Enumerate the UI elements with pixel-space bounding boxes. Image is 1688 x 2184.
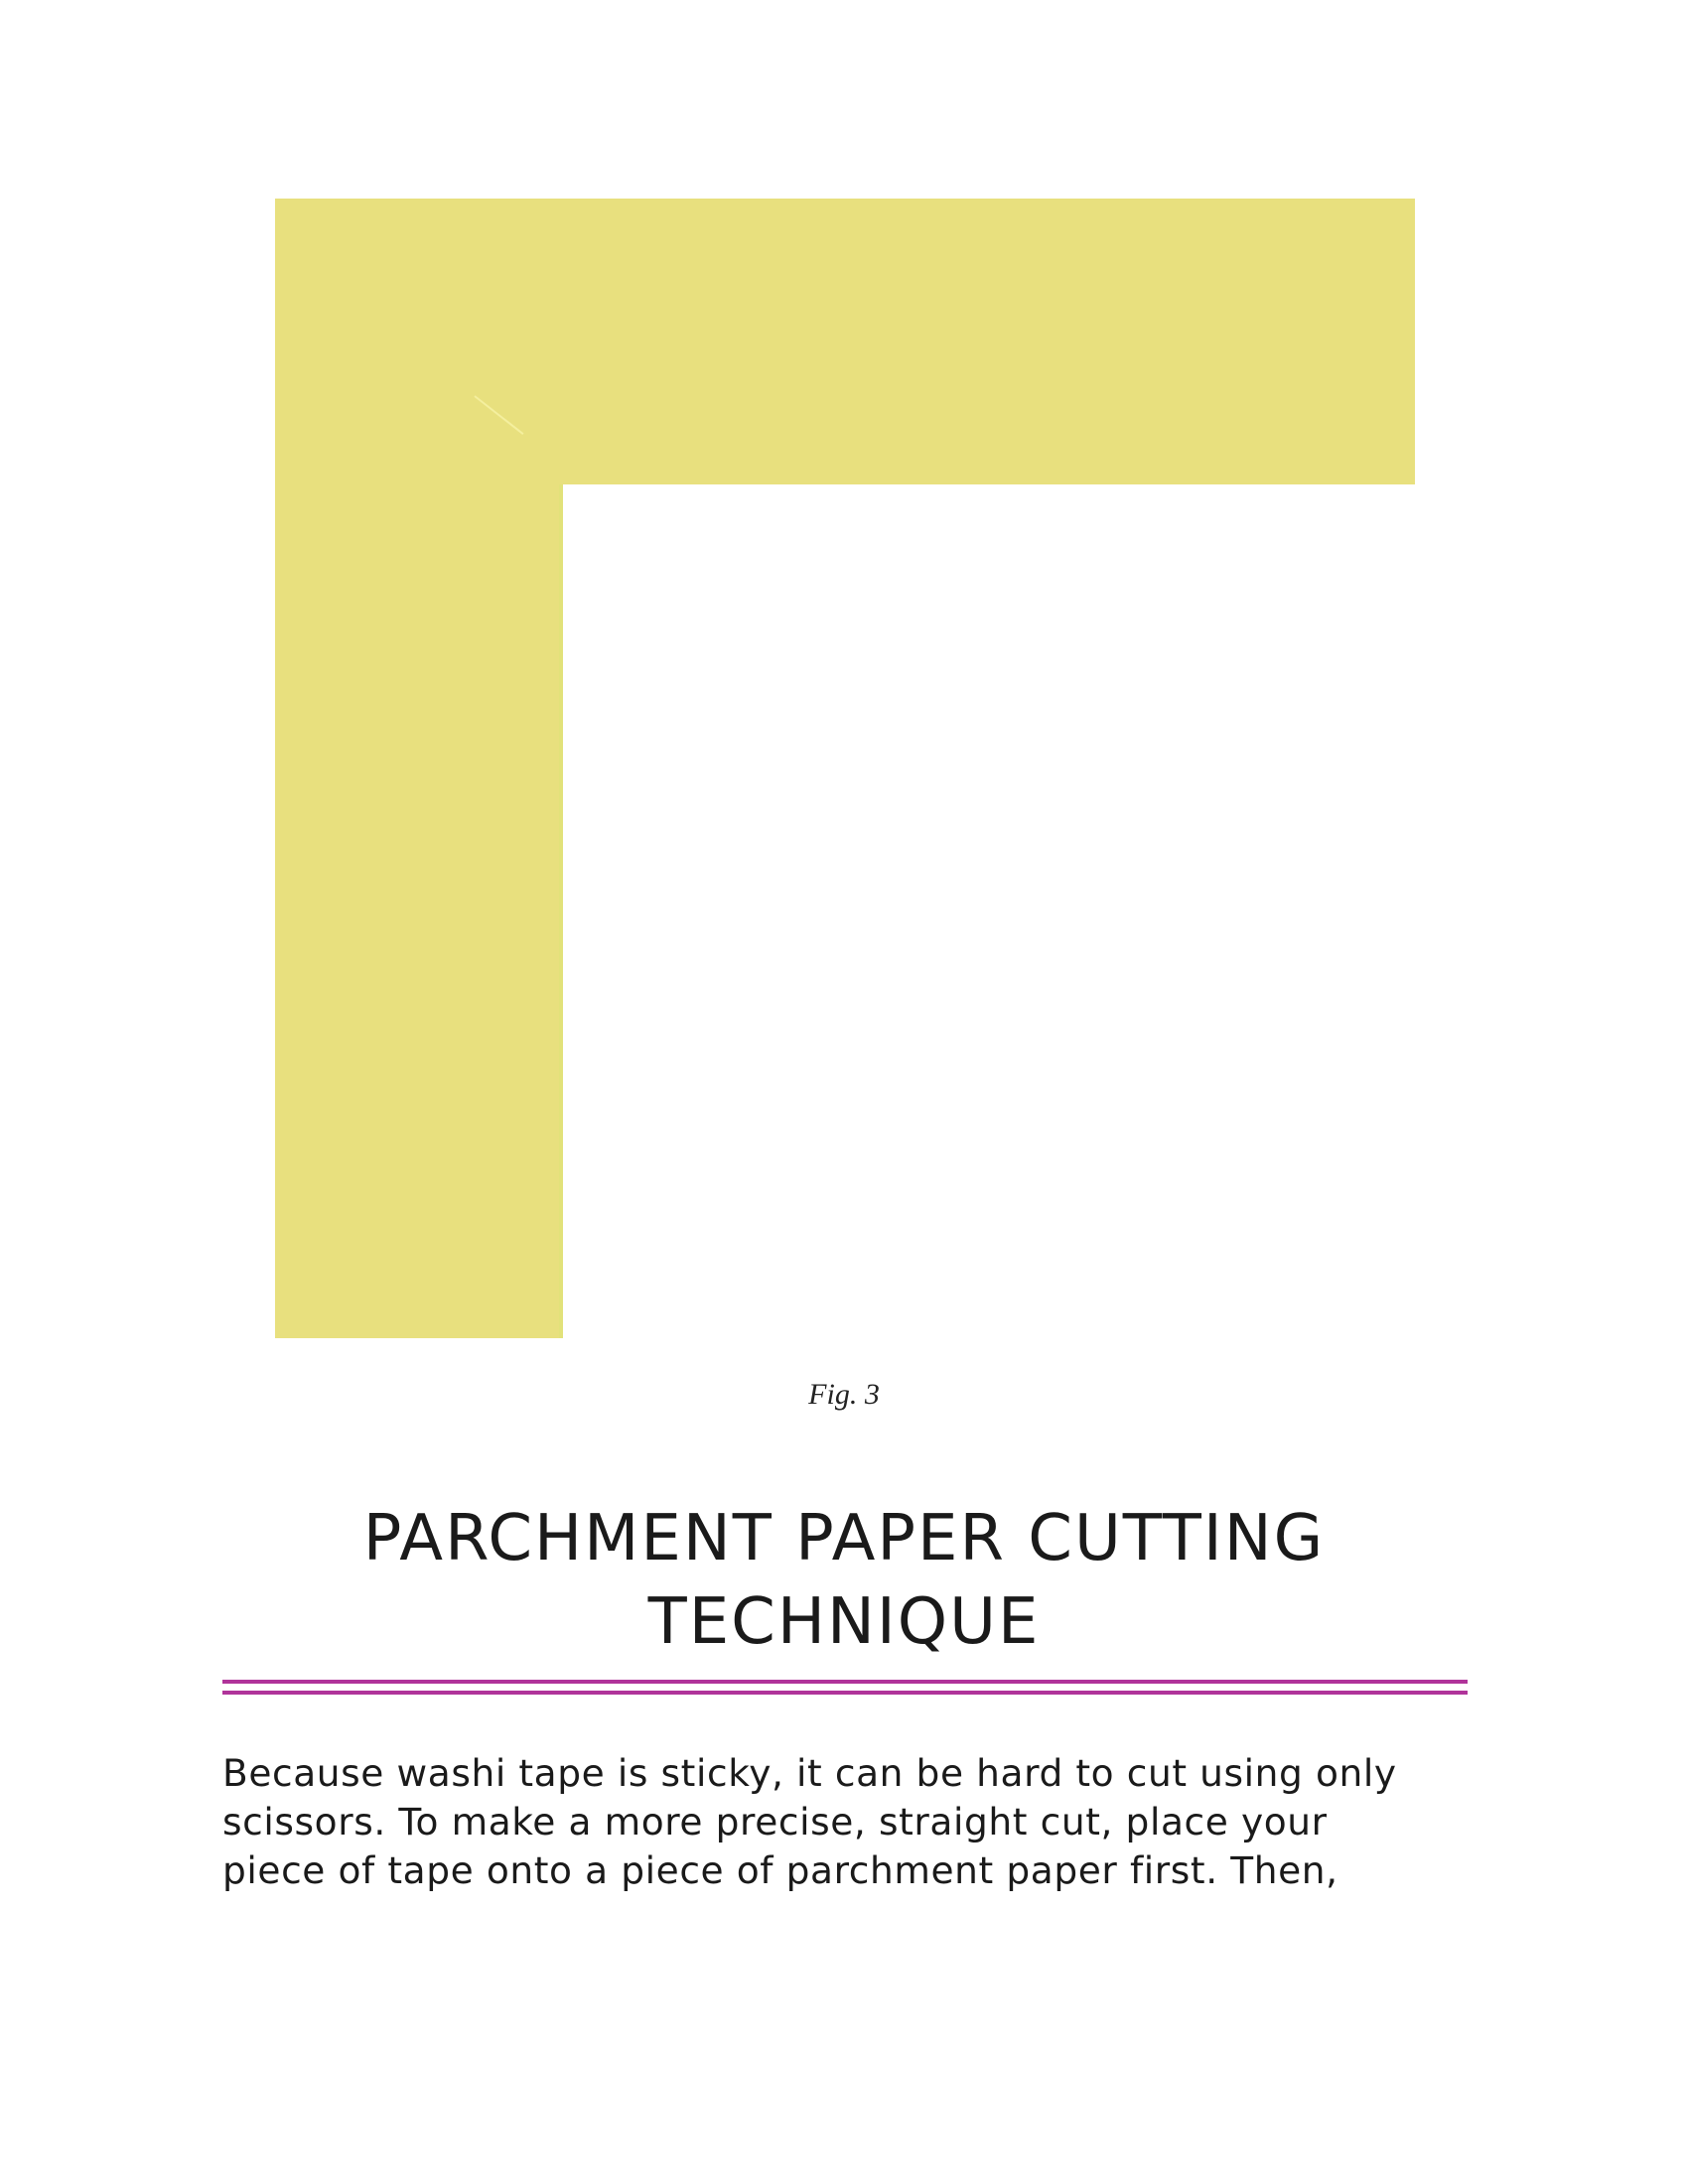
tape-strip-vertical <box>275 484 563 1338</box>
section-heading-line-2: TECHNIQUE <box>647 1585 1041 1659</box>
heading-rule-top <box>222 1680 1468 1684</box>
figure-caption: Fig. 3 <box>808 1378 880 1411</box>
tape-strip-edge <box>559 484 563 1338</box>
heading-rule-bottom <box>222 1691 1468 1695</box>
body-line-1: Because washi tape is sticky, it can be hard to cut using only <box>222 1751 1397 1795</box>
body-paragraph <box>222 1749 1493 1895</box>
body-line-3: piece of tape onto a piece of parchment paper first. Then, <box>222 1848 1338 1892</box>
section-heading <box>199 1497 1489 1664</box>
body-line-2: scissors. To make a more precise, straight cut, place your <box>222 1800 1328 1843</box>
tape-strip-horizontal <box>275 199 1415 484</box>
section-heading-line-1: PARCHMENT PAPER CUTTING <box>362 1502 1326 1575</box>
